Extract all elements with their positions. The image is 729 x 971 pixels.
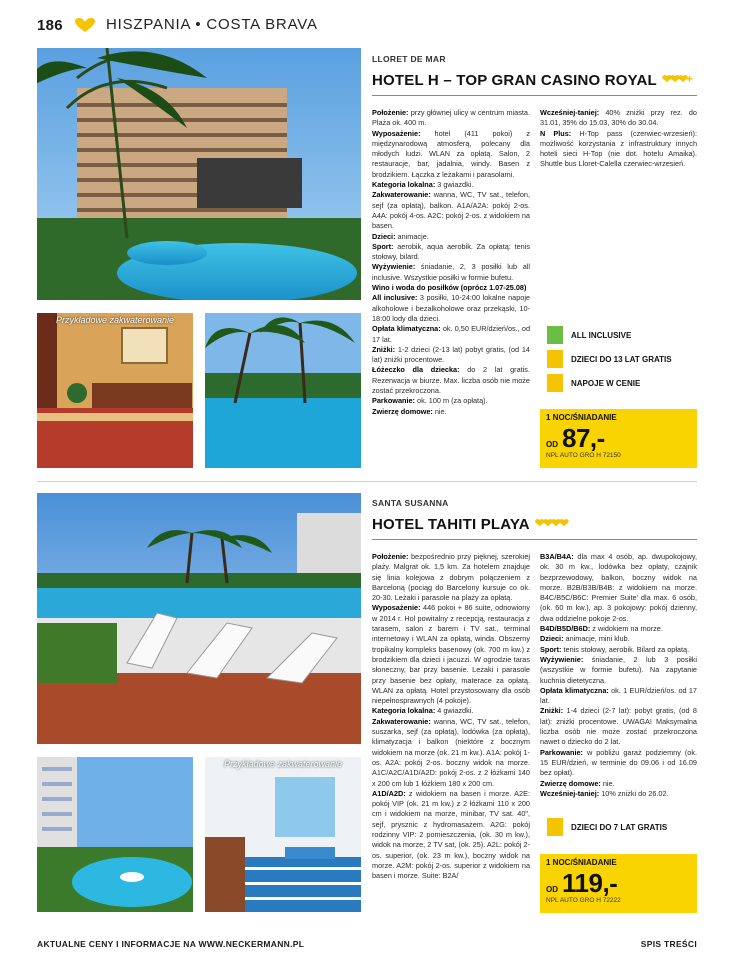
description-text: wanna, WC, TV sat., telefon, sejf (za opłatą), balkon. A1A/A2A: pokój 2-os. A4A: pokój 4-os. A2C: pokój 2-os. z widokiem na basen. (372, 190, 530, 231)
price-od: OD (546, 885, 558, 894)
description-paragraph (372, 789, 530, 882)
description-paragraph (540, 634, 697, 644)
description-paragraph (540, 655, 697, 686)
description-label: Wyżywienie: (540, 654, 584, 664)
hotel1-description-col2 (540, 108, 697, 170)
description-paragraph (372, 129, 530, 180)
description-text: 3 gwiazdki. (435, 180, 474, 190)
hotel2-description-col1 (372, 552, 530, 882)
price-line (546, 423, 691, 454)
description-label: Zwierzę domowe: (540, 778, 601, 788)
description-text: ok. 1 EUR/dzień/os. od 17 lat. (540, 685, 697, 706)
description-text: H-Top pass (czerwiec-wrzesień): możliwość korzystania z infrastruktury innych hoteli sieci H-Top (nie dot. hotelu Amaika). Shuttle bus Lloret-Calella czerwiec-wrzesień. (540, 128, 698, 169)
hotel1-photo-caption: Przykładowe zakwaterowanie (55, 315, 175, 325)
description-text: bezpośrednio przy pięknej, szerokiej plaży. Malgrat ok. 1,5 km. Za hotelem znajduje się linia kolejowa z dobrym połączeniem z Barceloną (pociąg do Barcelony kursuje co ok. 20-30. Leżaki i parasole na plaży za opłatą. (372, 552, 530, 603)
description-text: 1-2 dzieci (2-13 lat) pobyt gratis, (od 14 lat) zniżki procentowe. (372, 344, 530, 365)
description-paragraph (372, 396, 530, 406)
description-label: Wyposażenie: (372, 128, 421, 138)
hotel2-room-photo (205, 757, 361, 912)
description-text: 1-4 dzieci (2-7 lat): pobyt gratis, (od 8 lat): zniżki procentowe. UWAGA! Maksymalna liczba osób nie może zostać przekroczona nawet o dziecko do 2 lat. (540, 706, 697, 747)
hotel2-location: SANTA SUSANNA (372, 498, 449, 508)
hotel1-room-photo (37, 313, 193, 468)
description-paragraph (540, 552, 697, 624)
hotel1-location: LLORET DE MAR (372, 54, 446, 64)
badge-kids-free (547, 350, 672, 368)
description-text: 446 pokoi + 86 suite, odnowiony w 2014 r. Hol powitalny z recepcją, restauracja z tarasem, salon z barem i TV sat., terminal internetowy i WLAN za opłatą, winda. Obszerny tropikalny kompleks basenowy (ok. 700 m kw.) z brodzikiem dla dzieci i jacuzzi. W ogrodzie taras słoneczny, bar przy basenie. Leżaki i parasole przy basenie bez opłaty, materace za opłatą. WLAN za opłatą. Hotel przystosowany dla osób niepełnosprawnych (4 pokoje). (372, 603, 530, 706)
description-paragraph (540, 686, 697, 707)
hotel2-title-rule (372, 539, 697, 540)
description-paragraph (372, 706, 530, 716)
description-text: dla max 4 osób, ap. dwupokojowy, ok. 30 m kw., lodówka bez opłaty, czajnik bezprzewodowy, balkon, boczny widok na morze. B2B/B3B/B4B: z widokiem na morze. B4C/B5C/B6C: Premier Suite' dla max. 6 osób, (ok. 60 m kw.), ap. 3 pokojowy: pokój dzienny, dwa oddzielne pokoje 2-os. (540, 552, 697, 623)
description-label: Położenie: (372, 108, 409, 117)
badge-label: DZIECI DO 7 LAT GRATIS (571, 822, 668, 832)
description-label: N Plus: (540, 128, 572, 138)
hotel1-title-rule (372, 95, 697, 96)
description-paragraph (372, 407, 530, 417)
region-title: HISZPANIA • COSTA BRAVA (106, 16, 318, 33)
hotel1-rating-suns-icon: ❤❤❤+ (661, 72, 692, 86)
description-label: Zakwaterowanie: (372, 190, 431, 200)
description-paragraph (372, 108, 530, 129)
hotel1-title-text: HOTEL H – TOP GRAN CASINO ROYAL (372, 72, 657, 89)
description-label: A1D/A2D: (372, 788, 406, 798)
section-divider (37, 481, 697, 482)
footer-table-of-contents-link[interactable]: SPIS TREŚCI (640, 939, 697, 949)
description-text: ok. 100 m (za opłatą). (415, 396, 488, 406)
description-text: 40% zniżki przy rez. do 31.01, 35% do 15.03, 30% do 30.04. (540, 108, 697, 128)
description-label: Wcześniej-taniej: (540, 788, 600, 798)
description-label: Sport: (540, 644, 562, 654)
description-paragraph (372, 283, 530, 293)
description-label: Wyposażenie: (372, 603, 421, 613)
hotel1-pool-photo (205, 313, 361, 468)
hotel2-description-col2 (540, 552, 697, 799)
badge-kids-free-7 (547, 818, 667, 836)
description-label: Parkowanie: (540, 747, 583, 757)
description-label: All inclusive: (372, 293, 418, 303)
hotel2-title-text: HOTEL TAHITI PLAYA (372, 516, 530, 533)
description-paragraph (372, 242, 530, 263)
description-paragraph (540, 789, 697, 799)
description-paragraph (372, 180, 530, 190)
neckermann-heart-logo (74, 17, 96, 33)
description-text: do 2 lat gratis. Rezerwacja w biurze. Max. liczba osób nie może zostać przekroczona. (372, 365, 530, 396)
kids-icon (547, 350, 563, 368)
description-paragraph (372, 293, 530, 324)
drinks-icon (547, 374, 563, 392)
hotel2-price-box[interactable] (540, 854, 697, 913)
price-value: 119,- (562, 868, 618, 898)
hotel2-photo-caption: Przykładowe zakwaterowanie (223, 759, 343, 769)
hotel1-description-col1 (372, 108, 530, 417)
hotel2-main-photo (37, 493, 361, 744)
hotel1-price-box[interactable] (540, 409, 697, 468)
hotel2-rating-suns-icon: ❤❤❤❤ (534, 516, 568, 530)
badge-label: DZIECI DO 13 LAT GRATIS (571, 354, 672, 364)
description-label: Wino i woda do posiłków (oprócz 1.07-25.08) (372, 283, 527, 293)
price-code: NPL AUTO GRO H 72222 (546, 897, 621, 904)
description-text: 3 posiłki, 10-24:00 lokalne napoje alkoholowe i bezalkoholowe oraz przekąski, 10-18:00 lody dla dzieci. (372, 293, 530, 323)
description-label: Kategoria lokalna: (372, 706, 436, 716)
badge-all-inclusive (547, 326, 631, 344)
price-label: 1 NOC/ŚNIADANIE (546, 413, 617, 422)
description-label: B3A/B4A: (540, 552, 574, 561)
description-label: Położenie: (372, 552, 409, 561)
page-number: 186 (37, 17, 63, 34)
price-od: OD (546, 440, 558, 449)
description-label: Opłata klimatyczna: (540, 685, 609, 695)
footer-website-link[interactable]: AKTUALNE CENY I INFORMACJE NA WWW.NECKERMANN.PL (37, 939, 305, 949)
description-paragraph (540, 129, 697, 170)
description-label: Dzieci: (372, 231, 396, 241)
description-text: aerobik, aqua aerobik. Za opłatą: tenis stołowy, bilard. (372, 241, 530, 262)
hotel2-pool-photo (37, 757, 193, 912)
description-paragraph (540, 108, 697, 129)
description-label: Kategoria lokalna: (372, 180, 436, 190)
description-text: z widokiem na basen i morze. A2E: pokój VIP (ok. 21 m kw.) z 2 łóżkami 110 x 200 cm i widokiem na morze, minibar, TV sat. 40", sejf, prysznic z hydromasażem. A2G: pokój rodzinny VIP: 2 pomieszczenia, (ok. 30 m kw.), widok na morze, 2 TV sat, (ok. 25). A2L: pokój 2-os. superior, (ok. 23 m kw.), boczny widok na morze. A2M: pokój 2-os. superior z widokiem na basen i morze. Suite: B2A/ (372, 788, 530, 881)
description-label: Łóżeczko dla dziecka: (372, 365, 460, 375)
description-text: tenis stołowy, aerobik. Bilard za opłatą. (561, 644, 690, 654)
description-text: śniadanie, 2, 3 posiłki lub all inclusive. Wszystkie posiłki w formie bufetu. (372, 262, 530, 282)
description-label: Zakwaterowanie: (372, 716, 431, 726)
description-paragraph (372, 190, 530, 231)
kids-icon (547, 818, 563, 836)
description-label: Zniżki: (372, 344, 396, 354)
description-paragraph (372, 552, 530, 603)
description-text: nie. (600, 778, 615, 788)
description-text: 10% zniżki do 26.02. (599, 788, 669, 798)
price-code: NPL AUTO GRO H 72150 (546, 452, 621, 459)
price-line (546, 868, 691, 899)
badge-label: NAPOJE W CENIE (571, 378, 641, 388)
description-paragraph (372, 345, 530, 366)
description-label: Parkowanie: (372, 396, 415, 406)
description-text: przy głównej ulicy w centrum miasta. Plaża ok. 400 m. (372, 108, 530, 128)
description-label: Zniżki: (540, 706, 564, 716)
badge-drinks-included (547, 374, 640, 392)
description-text: w pobliżu garaż podziemny (ok. 15 EUR/dzień, w terminie do 09.06 i od 16.09 bez opłat). (540, 747, 697, 778)
description-paragraph (540, 779, 697, 789)
description-paragraph (372, 603, 530, 706)
description-paragraph (372, 262, 530, 283)
description-paragraph (372, 365, 530, 396)
description-paragraph (372, 324, 530, 345)
description-text: ok. 0,50 EUR/dzień/os., od 17 lat. (372, 324, 530, 344)
description-text: wanna, WC, TV sat., telefon, suszarka, sejf (za opłatą), lodówka (za opłatą), klimatyzacja i balkon (niektóre z bocznym widokiem na morze (ok. 21 m kw.). A1A: pokój 1-os. A2A: pokój 2-os. boczny widok na morze. A1C/A2C/A1D/A2D: pokój 2-os. z 2 łóżkami 140 x 200 cm lub 1 łóżkiem 180 x 200 cm. (372, 716, 530, 788)
description-label: B4D/B5D/B6D: (540, 624, 591, 634)
description-text: z widokiem na morze. (590, 624, 663, 634)
description-paragraph (540, 645, 697, 655)
description-paragraph (540, 706, 697, 747)
description-paragraph (372, 232, 530, 242)
description-paragraph (372, 717, 530, 789)
hotel2-title (372, 516, 567, 533)
description-text: animacje. (395, 231, 429, 241)
badge-label: ALL INCLUSIVE (571, 330, 632, 340)
description-text: hotel (411 pokoi) z międzynarodową atmosferą, polecany dla młodych ludzi. WLAN za opłatą. Salon, 2 restauracje, bar, jadalnia, windy. Basen z brodzikiem. Łączka z leżakami i parasolami. (372, 128, 530, 179)
all-inclusive-icon (547, 326, 563, 344)
description-label: Dzieci: (540, 634, 564, 644)
hotel1-title (372, 72, 691, 89)
description-label: Wcześniej-taniej: (540, 108, 600, 117)
description-label: Opłata klimatyczna: (372, 324, 441, 334)
price-label: 1 NOC/ŚNIADANIE (546, 858, 617, 867)
description-text: śniadanie, 2 lub 3 posiłki (wszystkie w formie bufetu). Na zapytanie kuchnia dietetyczna. (540, 654, 697, 685)
description-text: 4 gwiazdki. (435, 706, 474, 716)
description-text: nie. (432, 406, 447, 416)
description-label: Wyżywienie: (372, 262, 416, 272)
description-label: Sport: (372, 241, 394, 251)
description-paragraph (540, 748, 697, 779)
price-value: 87,- (562, 423, 605, 453)
description-text: animacje, mini klub. (563, 634, 630, 644)
hotel1-main-photo (37, 48, 361, 300)
description-label: Zwierzę domowe: (372, 406, 433, 416)
description-paragraph (540, 624, 697, 634)
